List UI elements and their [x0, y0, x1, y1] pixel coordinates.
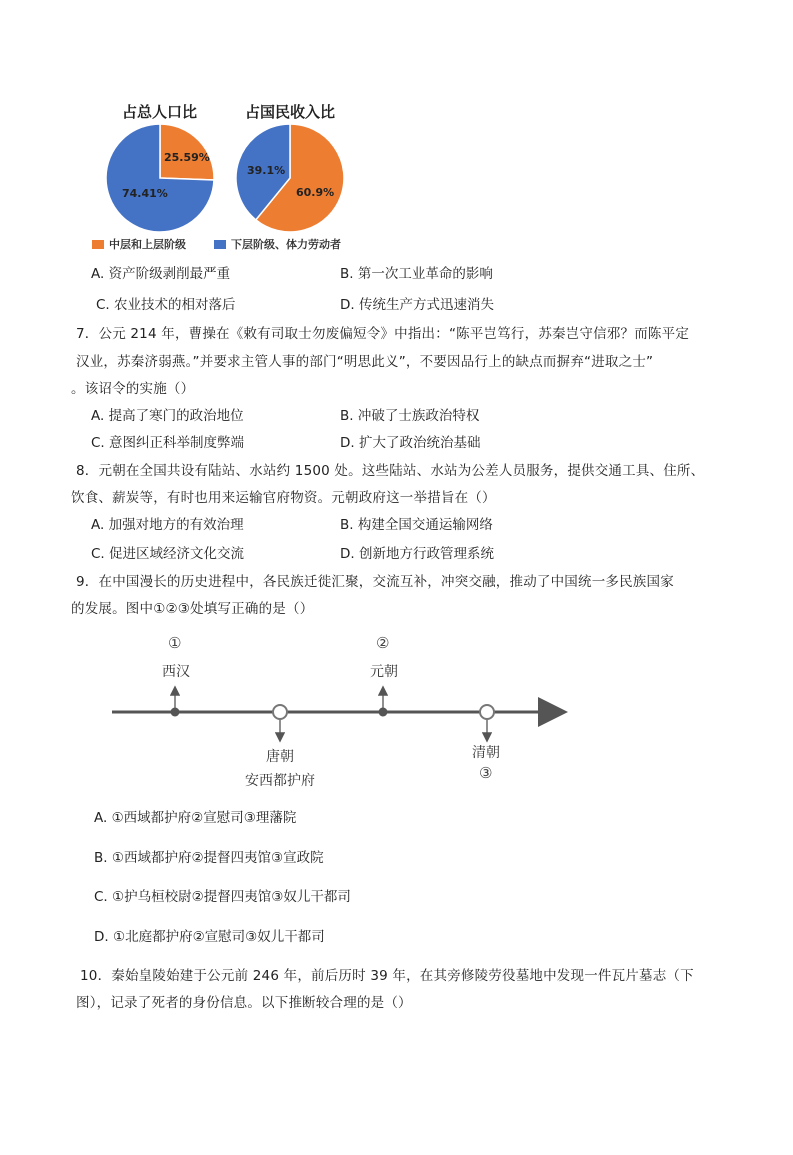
q6-option-d: D. 传统生产方式迅速消失	[340, 297, 494, 313]
q9-option-b: B. ①西域都护府②提督四夷馆③宣政院	[94, 850, 324, 866]
q6-option-a: A. 资产阶级剥削最严重	[91, 266, 231, 282]
timeline-mark-2: ②	[376, 634, 390, 652]
timeline-mark-1: ①	[168, 634, 182, 652]
q10-stem-line1: 10．秦始皇陵始建于公元前 246 年，前后历时 39 年，在其旁修陵劳役墓地中发现一件瓦片墓志（下	[80, 968, 694, 984]
pie-title-income: 占国民收入比	[245, 103, 336, 121]
q7-stem-line1: 7．公元 214 年，曹操在《敕有司取士勿废偏短令》中指出：“陈平岂笃行，苏秦岂守信邪？而陈平定	[76, 326, 690, 342]
pie-label-income-upper: 60.9%	[296, 186, 335, 199]
q8-option-a: A. 加强对地方的有效治理	[91, 517, 244, 533]
q7-stem-line3: 。该诏令的实施（）	[71, 381, 195, 397]
timeline-dot-yuan	[379, 708, 388, 717]
legend-swatch-upper	[92, 240, 104, 249]
pie-label-income-lower: 39.1%	[247, 164, 286, 177]
q8-option-d: D. 创新地方行政管理系统	[340, 546, 494, 562]
pie-title-population: 占总人口比	[122, 103, 198, 121]
q7-option-d: D. 扩大了政治统治基础	[340, 435, 481, 451]
q8-stem-line1: 8．元朝在全国共设有陆站、水站约 1500 处。这些陆站、水站为公差人员服务，提供交通工具、住所、	[76, 463, 705, 479]
legend-swatch-lower	[214, 240, 226, 249]
timeline-label-yuan: 元朝	[370, 664, 398, 680]
timeline-dot-xihan	[171, 708, 180, 717]
legend-lower-class	[214, 236, 341, 252]
pie-chart-population	[104, 122, 216, 234]
pie-label-population-lower: 74.41%	[122, 187, 168, 200]
q8-stem-line2: 饮食、薪炭等，有时也用来运输官府物资。元朝政府这一举措旨在（）	[71, 490, 496, 506]
q9-option-a: A. ①西域都护府②宣慰司③理藩院	[94, 810, 297, 826]
legend-upper-class	[92, 236, 186, 252]
timeline-label-tang: 唐朝	[266, 749, 294, 765]
q8-option-c: C. 促进区域经济文化交流	[91, 546, 245, 562]
timeline-node-qing	[480, 705, 494, 719]
q10-stem-line2: 图），记录了死者的身份信息。以下推断较合理的是（）	[76, 995, 412, 1011]
q6-option-c: C. 农业技术的相对落后	[96, 297, 236, 313]
timeline-node-tang	[273, 705, 287, 719]
timeline-label-qing: 清朝	[472, 745, 500, 761]
q9-option-d: D. ①北庭都护府②宣慰司③奴儿干都司	[94, 929, 325, 945]
q6-option-b: B. 第一次工业革命的影响	[340, 266, 493, 282]
pie-label-population-upper: 25.59%	[164, 151, 210, 164]
q7-option-a: A. 提高了寒门的政治地位	[91, 408, 244, 424]
q9-stem-line2: 的发展。图中①②③处填写正确的是（）	[71, 601, 314, 617]
q9-option-c: C. ①护乌桓校尉②提督四夷馆③奴儿干都司	[94, 889, 351, 905]
pie-chart-income	[234, 122, 346, 234]
q9-stem-line1: 9．在中国漫长的历史进程中，各民族迁徙汇聚，交流互补，冲突交融，推动了中国统一多民族国家	[76, 574, 674, 590]
legend-label-upper: 中层和上层阶级	[109, 238, 186, 251]
q8-option-b: B. 构建全国交通运输网络	[340, 517, 493, 533]
timeline-mark-3: ③	[479, 764, 493, 782]
q7-option-b: B. 冲破了士族政治特权	[340, 408, 480, 424]
q7-option-c: C. 意图纠正科举制度弊端	[91, 435, 245, 451]
q7-stem-line2: 汉业，苏秦济弱燕。”并要求主管人事的部门“明思此义”，不要因品行上的缺点而摒弃“进取之士”	[76, 354, 654, 370]
timeline-label-xihan: 西汉	[162, 664, 190, 680]
timeline-graphic	[100, 630, 580, 790]
timeline-label-anxi: 安西都护府	[245, 773, 315, 789]
legend-label-lower: 下层阶级、体力劳动者	[231, 238, 341, 251]
